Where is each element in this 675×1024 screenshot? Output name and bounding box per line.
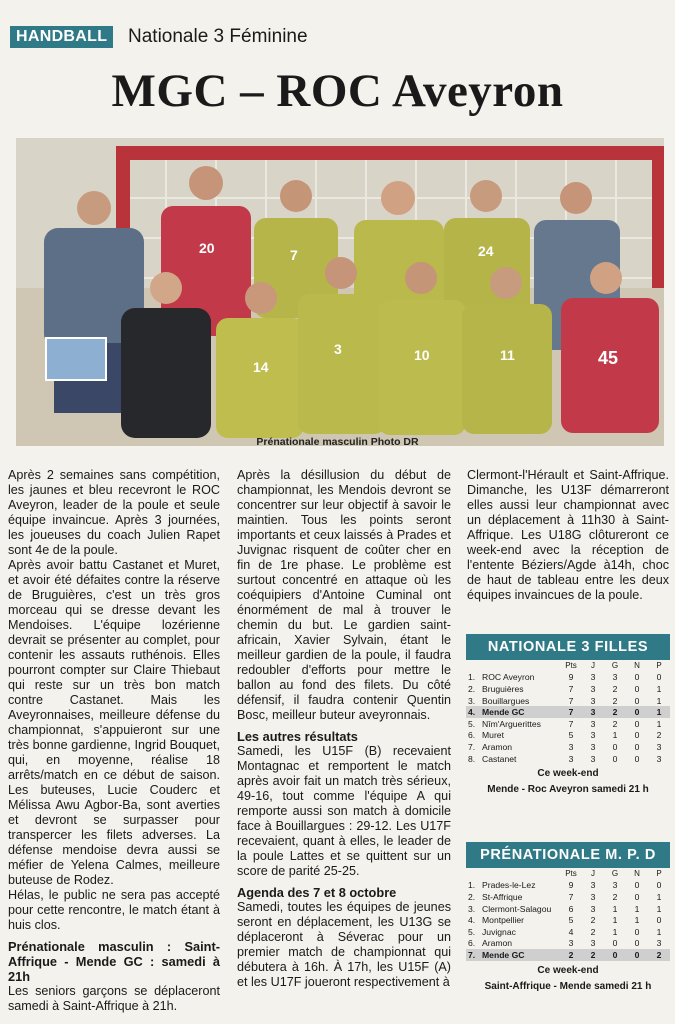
cell-rank: 4. [466,706,480,718]
cell-g: 1 [612,730,618,741]
section-subtitle: Nationale 3 Féminine [128,26,308,47]
cell-p: 1 [656,695,662,706]
jersey-number: 7 [290,247,298,263]
cell-n: 0 [634,741,640,752]
weekend-match: Mende - Roc Aveyron samedi 21 h [487,784,649,796]
cell-n: 0 [634,730,640,741]
standings-prenationale [466,842,670,993]
cell-j: 3 [590,753,596,764]
cell-pts: 3 [568,753,574,764]
column-header: J [591,661,595,671]
table-row [466,753,670,765]
subheading: Prénationale masculin : Saint-Affrique - Mende GC : samedi à 21h [8,939,220,984]
article-column-1 [8,468,220,1014]
cell-rank: 1. [468,672,476,683]
cell-p: 2 [648,949,670,961]
column-header: N [634,661,640,671]
cell-team: Muret [482,730,504,741]
cell-g: 0 [612,741,618,752]
column-header: G [611,661,619,671]
cell-pts: 5 [568,915,574,926]
cell-p: 0 [656,672,662,683]
cell-rank: 2. [468,891,476,902]
jersey-number: 20 [199,240,215,256]
cell-rank: 7. [468,741,476,752]
cell-pts: 4 [568,926,574,937]
cell-pts: 6 [568,903,574,914]
cell-j: 2 [582,949,604,961]
cell-pts: 7 [560,706,582,718]
cell-j: 3 [590,741,596,752]
weekend-label: Ce week-end [537,768,599,780]
standings-table [466,868,670,961]
paragraph: Clermont-l'Hérault et Saint-Affrique. Dimanche, les U13F démarreront elles aussi leur championnat avec un déplacement à 11h30 à Saint-Affrique. Les U18G clôtureront ce week-end avec la réception de l'entente Béziers/Agde à14h, choc de haut de tableau entre les deux équipes invaincues de la poule. [467,468,669,602]
cell-team: Clermont-Salagou [482,903,552,914]
cell-g: 0 [612,938,618,949]
cell-n: 0 [634,672,640,683]
cell-j: 3 [590,672,596,683]
cell-team: Juvignac [482,926,516,937]
cell-pts: 3 [568,741,574,752]
cell-pts: 7 [568,683,574,694]
table-row [466,706,670,718]
paragraph: Les seniors garçons se déplaceront samedi à Saint-Affrique à 21h. [8,984,220,1013]
cell-team: Mende GC [480,949,560,961]
cell-pts: 9 [568,880,574,891]
section-tag: HANDBALL [10,26,113,48]
paragraph: Après la désillusion du début de championnat, les Mendois devront se concentrer sur leur objectif à savoir le maintien. Tous les points seront importants et ceux laissés à Prades et Juvignac risquent de coûter cher en fin de 1re phase. Le problème est surtout concentré en attaque où les coéquipiers d'Antoine Cuminal ont énormément de mal à trouver le chemin du but. Le gardien saint-africain, Xavier Sylvain, étant le meilleur gardien de la poule, il faudra redoubler d'efforts pour mettre le ballon au fond des filets. Du côté défensif, il faudra contenir Quentin Bosc, meilleur buteur aveyronnais. [237,468,451,722]
table-row [466,880,670,892]
cell-g: 1 [612,926,618,937]
cell-j: 3 [590,683,596,694]
cell-pts: 3 [568,938,574,949]
cell-p: 0 [656,880,662,891]
jersey-number: 45 [598,348,619,368]
table-row [466,903,670,915]
cell-rank: 3. [468,695,476,706]
paragraph: Après 2 semaines sans compétition, les jaunes et bleu recevront le ROC Aveyron, leader de la poule et seule équipe invaincue. Après 3 journées, les joueuses du coach Julien Rapet sont 4e de la poule. [8,468,220,557]
cell-n: 1 [634,915,640,926]
headline: MGC – ROC Aveyron [111,65,564,117]
cell-j: 3 [590,903,596,914]
paragraph: Samedi, les U15F (B) recevaient Montagnac et remportent le match après avoir fait un match très sérieux, 49-16, tout comme l'équipe A qui remporte aussi son match à domicile face à Bouillargues : 29-12. Les U17F recevaient, quant à elles, le leader de la poule Lattes et se quittent sur un score de parité 25-25. [237,744,451,878]
paragraph: Hélas, le public ne sera pas accepté pour cette rencontre, le match étant à huis clos. [8,888,220,932]
column-header: P [656,661,662,671]
cell-g: 2 [612,718,618,729]
cell-pts: 5 [568,730,574,741]
team-photo [16,138,664,446]
cell-j: 3 [582,706,604,718]
cell-p: 1 [656,718,662,729]
cell-n: 0 [634,753,640,764]
table-row [466,672,670,684]
cell-team: Bouillargues [482,695,530,706]
cell-g: 2 [604,706,626,718]
photo-caption: Prénationale masculin Photo DR [256,436,419,448]
table-row [466,926,670,938]
cell-team: Prades-le-Lez [482,880,536,891]
jersey-number: 14 [253,359,269,375]
cell-team: Castanet [482,753,517,764]
cell-p: 1 [656,891,662,902]
cell-rank: 4. [468,915,476,926]
cell-g: 3 [612,880,618,891]
standings-title: NATIONALE 3 FILLES [466,634,670,660]
paragraph: Samedi, toutes les équipes de jeunes seront en déplacement, les U13G se déplaceront à Séverac pour un premier match de championnat qui débutera à 16h. À 17h, les U15F (A) et les U17F joueront respectivement à [237,900,451,989]
cell-p: 3 [656,741,662,752]
table-row [466,741,670,753]
cell-j: 3 [590,730,596,741]
table-row [466,683,670,695]
jersey-number: 11 [500,347,515,363]
cell-j: 2 [590,926,596,937]
cell-j: 3 [590,695,596,706]
column-header: Pts [565,869,577,879]
column-header: N [634,869,640,879]
cell-rank: 5. [468,718,476,729]
cell-n: 1 [634,903,640,914]
subheading: Agenda des 7 et 8 octobre [237,885,397,900]
cell-g: 2 [612,683,618,694]
cell-j: 3 [590,891,596,902]
cell-pts: 2 [560,949,582,961]
cell-p: 3 [656,753,662,764]
cell-rank: 6. [468,730,476,741]
cell-g: 3 [612,672,618,683]
table-row [466,938,670,950]
cell-rank: 6. [468,938,476,949]
cell-n: 0 [634,880,640,891]
cell-pts: 9 [568,672,574,683]
cell-n: 0 [634,683,640,694]
cell-j: 3 [590,880,596,891]
cell-g: 1 [612,903,618,914]
standings-nationale-3-filles [466,634,670,796]
cell-rank: 5. [468,926,476,937]
team-photo-illustration [16,138,664,446]
paragraph: Après avoir battu Castanet et Muret, et avoir été défaites contre la réserve de Bruguières, c'est un très gros morceau qui se dresse devant les Mendoises. L'équipe lozérienne devrait se présenter au complet, pour contenir les assauts ruthénois. Elles pourront compter sur Claire Thiebaut qui reste sur un très bon match contre Castanet. Mais les Aveyronnaises, meilleure défense du championnat, s'appuieront sur une très bonne gardienne, Ingrid Bouquet, qui, en moyenne, réalise 18 arrêts/match en ce début de saison. Les buteuses, Lucie Couderc et Mélissa Awu Agbor-Ba, sont averties et devront se surpasser pour transpercer les filets adverses. La défense mendoise devra aussi se méfier de Yelena Calmes, meilleure buteuse de Rodez. [8,558,220,887]
cell-j: 2 [590,915,596,926]
cell-team: Montpellier [482,915,525,926]
table-row [466,891,670,903]
cell-p: 3 [656,938,662,949]
cell-n: 0 [634,938,640,949]
cell-rank: 1. [468,880,476,891]
cell-n: 0 [634,891,640,902]
cell-rank: 3. [468,903,476,914]
table-row [466,949,670,961]
table-row [466,914,670,926]
cell-p: 0 [656,915,662,926]
cell-pts: 7 [568,718,574,729]
cell-p: 1 [656,926,662,937]
cell-p: 1 [656,903,662,914]
subheading: Les autres résultats [237,729,358,744]
jersey-number: 10 [414,347,430,363]
cell-rank: 2. [468,683,476,694]
article-column-3 [467,468,669,603]
cell-j: 3 [590,718,596,729]
cell-g: 1 [612,915,618,926]
jersey-number: 3 [334,341,342,357]
cell-g: 2 [612,695,618,706]
cell-pts: 7 [568,695,574,706]
cell-n: 0 [634,926,640,937]
cell-n: 0 [626,706,648,718]
column-header: G [611,869,619,879]
article-column-2 [237,468,451,990]
cell-p: 1 [648,706,670,718]
cell-team: Aramon [482,741,513,752]
cell-rank: 7. [466,949,480,961]
jersey-number: 24 [478,243,494,259]
cell-rank: 8. [468,753,476,764]
cell-j: 3 [590,938,596,949]
cell-n: 0 [634,718,640,729]
cell-n: 0 [626,949,648,961]
cell-p: 2 [656,730,662,741]
cell-team: ROC Aveyron [482,672,535,683]
cell-pts: 7 [568,891,574,902]
cell-n: 0 [634,695,640,706]
standings-title: PRÉNATIONALE M. P. D [466,842,670,868]
cell-g: 0 [612,753,618,764]
cell-team: Nîm'Arguerittes [482,718,541,729]
cell-g: 2 [612,891,618,902]
weekend-label: Ce week-end [537,964,599,976]
table-row [466,730,670,742]
column-header: J [591,869,595,879]
standings-table [466,660,670,764]
column-header: P [656,869,662,879]
cell-g: 0 [604,949,626,961]
cell-p: 1 [656,683,662,694]
cell-team: Aramon [482,938,513,949]
cell-team: St-Affrique [482,891,523,902]
table-row [466,695,670,707]
cell-team: Mende GC [480,706,560,718]
table-row [466,718,670,730]
column-header: Pts [565,661,577,671]
weekend-match: Saint-Affrique - Mende samedi 21 h [484,980,652,992]
cell-team: Bruguières [482,683,524,694]
